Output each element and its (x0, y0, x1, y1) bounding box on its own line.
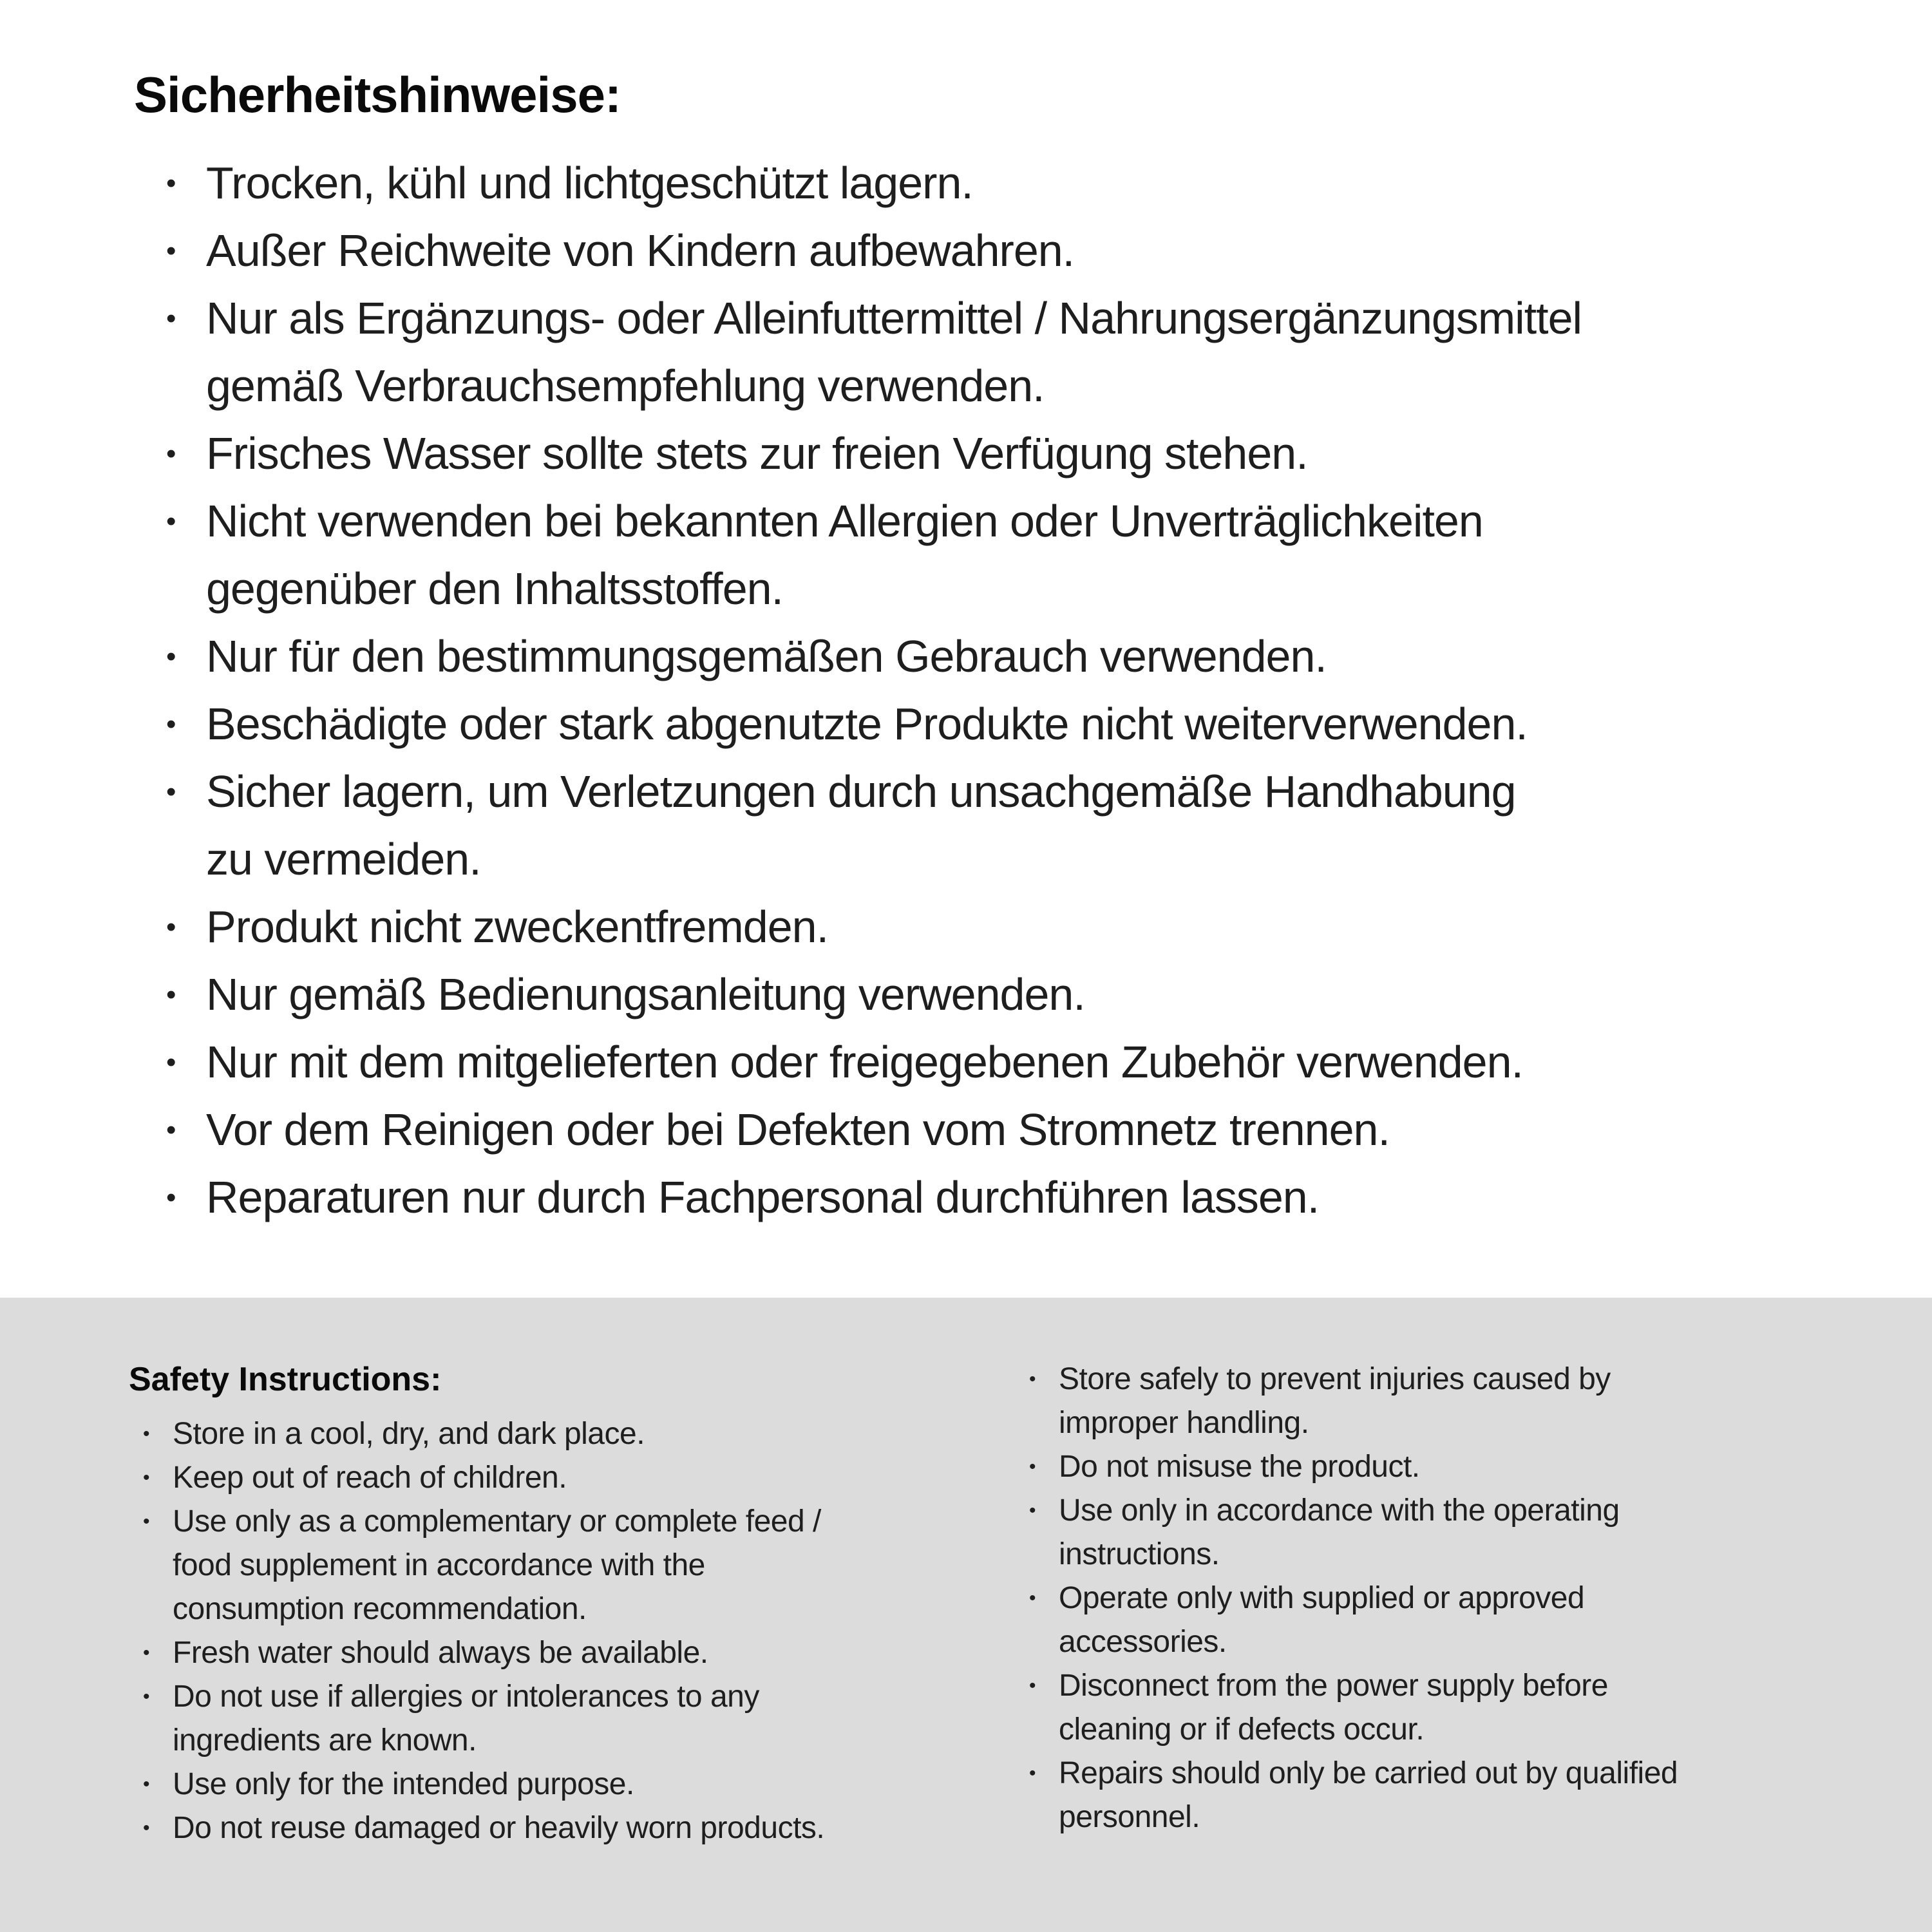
text-line: improper handling. (1059, 1406, 1309, 1440)
list-item-text (206, 961, 1085, 1028)
bullet-dot-icon: • (166, 641, 176, 672)
bullet-dot-icon: • (166, 167, 176, 199)
bullet-dot-icon: • (1029, 1763, 1036, 1784)
text-line: Frisches Wasser sollte stets zur freien Verfügung stehen. (206, 428, 1308, 478)
list-item (166, 893, 1905, 961)
bullet-dot-icon: • (1029, 1456, 1036, 1477)
list-item-text (173, 1456, 567, 1500)
list-item (166, 961, 1905, 1028)
bullet-dot-icon: • (166, 911, 176, 943)
text-line: Use only for the intended purpose. (173, 1767, 634, 1801)
list-item (143, 1675, 1012, 1763)
bullet-dot-icon: • (166, 1182, 176, 1213)
text-line: cleaning or if defects occur. (1059, 1712, 1425, 1747)
bullet-dot-icon: • (143, 1467, 150, 1488)
bullet-dot-icon: • (143, 1686, 150, 1707)
text-line: Store safely to prevent injuries caused by (1059, 1362, 1611, 1396)
german-bullet-list (166, 149, 1905, 1231)
list-item (166, 217, 1905, 285)
text-line: Do not reuse damaged or heavily worn products. (173, 1811, 825, 1845)
list-item-text (1059, 1358, 1611, 1445)
list-item (166, 1028, 1905, 1096)
text-line: Nur gemäß Bedienungsanleitung verwenden. (206, 969, 1085, 1019)
list-item (166, 285, 1905, 420)
text-line: Reparaturen nur durch Fachpersonal durchführen lassen. (206, 1172, 1320, 1222)
text-line: Nur als Ergänzungs- oder Alleinfuttermittel / Nahrungsergänzungsmittel (206, 293, 1582, 343)
text-line: Fresh water should always be available. (173, 1636, 708, 1670)
list-item (143, 1631, 1012, 1675)
list-item-text (206, 149, 973, 217)
text-line: Keep out of reach of children. (173, 1461, 567, 1495)
list-item-text (173, 1675, 759, 1763)
list-item (166, 623, 1905, 690)
list-item-text (206, 623, 1327, 690)
text-line: Nicht verwenden bei bekannten Allergien oder Unverträglichkeiten (206, 496, 1483, 546)
list-item (1029, 1489, 1892, 1577)
list-item (1029, 1358, 1892, 1445)
list-item (143, 1806, 1012, 1850)
text-line: Operate only with supplied or approved (1059, 1581, 1585, 1615)
list-item-text (173, 1806, 824, 1850)
list-item (166, 1164, 1905, 1231)
text-line: Nur mit dem mitgelieferten oder freigegebenen Zubehör verwenden. (206, 1037, 1523, 1087)
bullet-dot-icon: • (166, 708, 176, 740)
list-item (143, 1412, 1012, 1456)
list-item-text (206, 217, 1074, 285)
text-line: Disconnect from the power supply before (1059, 1669, 1608, 1703)
list-item-text (173, 1763, 634, 1806)
list-item-text (206, 758, 1516, 893)
list-item-text (206, 488, 1483, 623)
text-line: Store in a cool, dry, and dark place. (173, 1417, 645, 1451)
english-bullet-list-right (1029, 1358, 1892, 1839)
bullet-dot-icon: • (166, 235, 176, 267)
list-item (166, 488, 1905, 623)
list-item (1029, 1752, 1892, 1839)
bullet-dot-icon: • (1029, 1368, 1036, 1390)
text-line: personnel. (1059, 1800, 1200, 1834)
english-heading: Safety Instructions: (129, 1361, 442, 1398)
bullet-dot-icon: • (166, 506, 176, 537)
bullet-dot-icon: • (143, 1423, 150, 1444)
bullet-dot-icon: • (143, 1774, 150, 1795)
list-item-text (173, 1631, 708, 1675)
text-line: Sicher lagern, um Verletzungen durch unsachgemäße Handhabung (206, 766, 1516, 817)
text-line: instructions. (1059, 1537, 1220, 1571)
list-item (166, 420, 1905, 488)
list-item-text (206, 893, 828, 961)
text-line: Nur für den bestimmungsgemäßen Gebrauch verwenden. (206, 631, 1327, 681)
text-line: Repairs should only be carried out by qualified (1059, 1756, 1678, 1790)
list-item-text (1059, 1489, 1620, 1577)
list-item-text (173, 1412, 645, 1456)
list-item-text (1059, 1577, 1584, 1664)
text-line: gegenüber den Inhaltsstoffen. (206, 564, 784, 614)
text-line: gemäß Verbrauchsempfehlung verwenden. (206, 361, 1045, 411)
bullet-dot-icon: • (166, 1046, 176, 1078)
list-item-text (206, 690, 1528, 758)
list-item (143, 1456, 1012, 1500)
text-line: zu vermeiden. (206, 834, 481, 884)
list-item (166, 149, 1905, 217)
list-item (166, 758, 1905, 893)
english-bullet-list-left (143, 1412, 1012, 1850)
list-item (143, 1500, 1012, 1631)
bullet-dot-icon: • (1029, 1675, 1036, 1696)
text-line: Beschädigte oder stark abgenutzte Produkte nicht weiterverwenden. (206, 699, 1528, 749)
list-item-text (206, 1096, 1390, 1164)
bullet-dot-icon: • (1029, 1500, 1036, 1521)
text-line: food supplement in accordance with the (173, 1548, 705, 1582)
bullet-dot-icon: • (143, 1642, 150, 1663)
text-line: accessories. (1059, 1625, 1227, 1659)
bullet-dot-icon: • (166, 776, 176, 808)
list-item (1029, 1664, 1892, 1752)
bullet-dot-icon: • (166, 303, 176, 334)
list-item-text (206, 285, 1582, 420)
list-item-text (1059, 1752, 1678, 1839)
bullet-dot-icon: • (166, 979, 176, 1010)
list-item-text (1059, 1445, 1420, 1489)
text-line: Use only in accordance with the operating (1059, 1493, 1620, 1528)
list-item-text (206, 1164, 1319, 1231)
text-line: Do not use if allergies or intolerances to any (173, 1680, 759, 1714)
english-section (0, 1298, 1932, 1932)
list-item (166, 1096, 1905, 1164)
text-line: Use only as a complementary or complete feed / (173, 1504, 821, 1539)
bullet-dot-icon: • (143, 1511, 150, 1532)
text-line: Vor dem Reinigen oder bei Defekten vom Stromnetz trennen. (206, 1104, 1390, 1155)
text-line: Außer Reichweite von Kindern aufbewahren. (206, 225, 1075, 276)
bullet-dot-icon: • (166, 438, 176, 469)
list-item-text (206, 420, 1308, 488)
text-line: Trocken, kühl und lichtgeschützt lagern. (206, 158, 973, 208)
list-item (143, 1763, 1012, 1806)
german-heading: Sicherheitshinweise: (134, 66, 621, 123)
list-item-text (173, 1500, 821, 1631)
bullet-dot-icon: • (1029, 1587, 1036, 1609)
text-line: Do not misuse the product. (1059, 1450, 1420, 1484)
list-item (1029, 1445, 1892, 1489)
list-item (1029, 1577, 1892, 1664)
text-line: ingredients are known. (173, 1723, 477, 1757)
list-item-text (1059, 1664, 1608, 1752)
bullet-dot-icon: • (166, 1114, 176, 1146)
text-line: consumption recommendation. (173, 1592, 587, 1626)
text-line: Produkt nicht zweckentfremden. (206, 902, 829, 952)
list-item-text (206, 1028, 1523, 1096)
bullet-dot-icon: • (143, 1817, 150, 1839)
list-item (166, 690, 1905, 758)
